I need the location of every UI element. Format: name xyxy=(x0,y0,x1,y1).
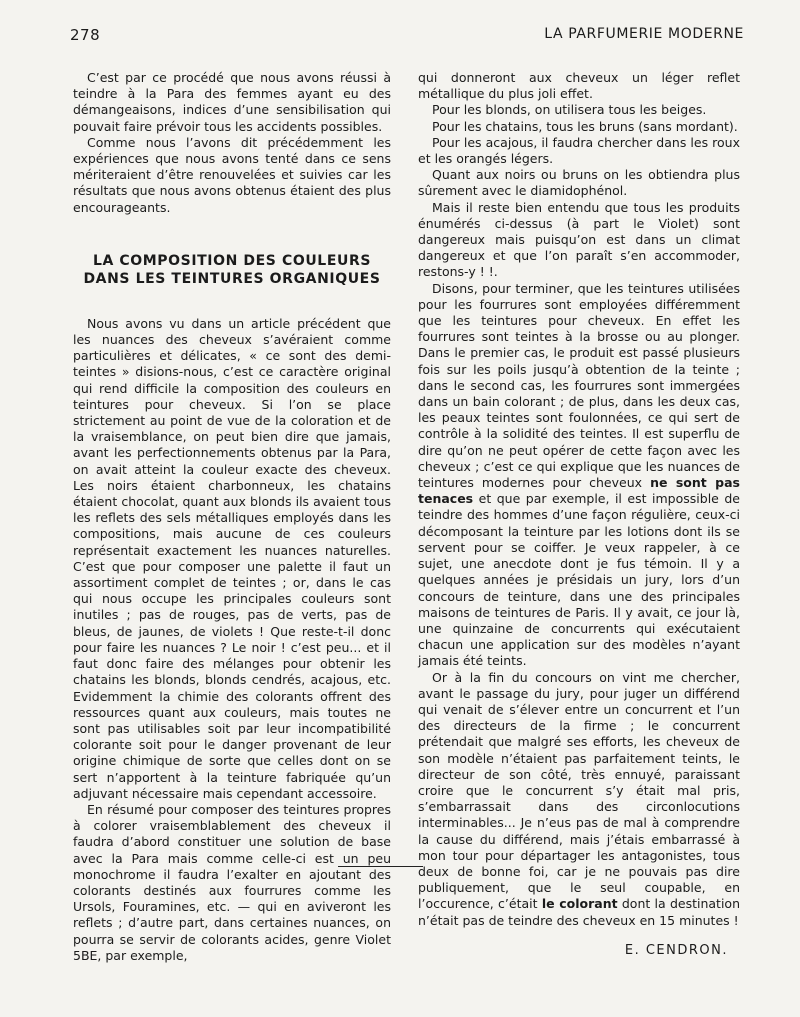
text-run: dont la destination n’était pas de teindre des cheveux en 15 minutes ! xyxy=(418,896,740,928)
page-header xyxy=(70,26,744,48)
paragraph: Mais il reste bien entendu que tous les produits énumérés ci-dessus (à part le Violet) sont dangereux mais puisqu’on est dans un climat dangereux et que l’on paraît s’en accommoder, restons-y ! !. xyxy=(418,199,740,280)
left-column xyxy=(73,70,391,964)
running-title: LA PARFUMERIE MODERNE xyxy=(544,26,744,42)
text-run: Disons, pour terminer, que les teintures utilisées pour les fourrures sont employées différemment que les teintures pour cheveux. En effet les fourrures sont teintes à la brosse ou au plonger. Dans le premier cas, le produit est passé plusieurs fois sur les poils jusqu’à obtention de la teinte ; dans le second cas, les fourrures sont immergées dans un bain colorant ; de plus, dans les deux cas, les peaux teintes sont foulonnées, ce qui sert de contrôle à la solidité des teintes. Il est superflu de dire qu’on ne peut opérer de cette façon avec les cheveux ; c’est ce qui explique que les nuances de teintures modernes pour cheveux xyxy=(418,280,740,491)
paragraph: qui donneront aux cheveux un léger reflet métallique du plus joli effet. xyxy=(418,70,740,102)
section-title-line: DANS LES TEINTURES ORGANIQUES xyxy=(83,270,381,287)
paragraph: Pour les acajous, il faudra chercher dans les roux et les orangés légers. xyxy=(418,134,740,167)
end-rule xyxy=(338,866,423,867)
section-title-line: LA COMPOSITION DES COULEURS xyxy=(92,252,372,269)
page-number: 278 xyxy=(70,26,101,44)
section-title xyxy=(73,252,391,288)
paragraph: Pour les blonds, on utilisera tous les beiges. xyxy=(432,102,707,118)
paragraph: C’est par ce procédé que nous avons réussi à teindre à la Para des femmes ayant eu des démangeaisons, indices d’une sensibilisation qui pouvait faire prévoir tous les accidents possibles. xyxy=(73,70,391,134)
paragraph xyxy=(418,281,740,670)
paragraph: En résumé pour composer des teintures propres à colorer vraisemblablement des cheveux il faudra d’abord constituer une solution de base avec la Para mais comme celle-ci est un peu monochrome il faudra l’exalter en ajoutant des colorants destinés aux fourrures comme les Ursols, Fouramines, etc. — qui en aviveront les reflets ; d’autre part, dans certaines nuances, on pourra se servir de colorants acides, genre Violet 5BE, par exemple, xyxy=(73,801,391,963)
text-run: et que par exemple, il est impossible de teindre des hommes d’une façon régulière, ceux-ci décomposant la teinture par les lotions dont ils se servent pour se coiffer. Je veux rappeler, à ce sujet, une anecdote dont je fus témoin. Il y a quelques années je présidais un jury, lors d’un concours de teinture, dans une des principales maisons de teintures de Paris. Il y avait, ce jour là, une quinzaine de concurrents qui exécutaient chacun une application sur des modèles n’ayant jamais été teints. xyxy=(418,491,740,669)
right-column xyxy=(418,70,740,959)
text-run: Or à la fin du concours on vint me chercher, avant le passage du jury, pour juger un différend qui venait de s’élever entre un concurrent et l’un des directeurs de la firme ; le concurrent prétendait que malgré ses efforts, les cheveux de son modèle n’étaient pas parfaitement teints, le directeur de son côté, très ennuyé, paraissant croire que le concurrent s’y était mal pris, s’embarrassait dans des circonlocutions interminables... Je n’eus pas de mal à comprendre la cause du différend, mais j’étais embarrassé à mon tour pour départager les antagonistes, tous deux de bonne foi, car je ne pouvais pas dire publiquement, que le seul coupable, en l’occurence, c’était xyxy=(418,669,740,912)
paragraph: Quant aux noirs ou bruns on les obtiendra plus sûrement avec le diamidophénol. xyxy=(418,167,740,199)
paragraph: Comme nous l’avons dit précédemment les expériences que nous avons tenté dans ce sens mériteraient d’être renouvelées et suivies car les résultats que nous avons obtenus étaient des plus encourageants. xyxy=(73,134,391,215)
paragraph xyxy=(418,670,740,929)
paragraph: Pour les chatains, tous les bruns (sans mordant). xyxy=(432,118,738,134)
author-signature: E. CENDRON. xyxy=(624,942,728,958)
paragraph: Nous avons vu dans un article précédent que les nuances des cheveux s’avéraient comme particulières et délicates, « ce sont des demi-teintes » disions-nous, c’est ce caractère original qui rend difficile la composition des couleurs en teintures pour cheveux. Si l’on se place strictement au point de vue de la coloration et de la vraisemblance, on peut bien dire que jamais, avant les perfectionnements obtenus par la Para, on avait atteint la couleur exacte des cheveux. Les noirs étaient charbonneux, les chatains étaient chocolat, quant aux blonds ils avaient tous les reflets des sels métalliques employés dans les compositions, mais aucune de ces couleurs représentait exactement les nuances naturelles. C’est que pour composer une palette il faut un assortiment complet de teintes ; or, dans le cas qui nous occupe les principales couleurs sont inutiles ; pas de rouges, pas de verts, pas de bleus, de jaunes, de violets ! Que reste-t-il donc pour faire les nuances ? Le noir ! c’est peu... et il faut donc faire des mélanges pour obtenir les chatains les blonds, blonds cendrés, acajous, etc. Evidemment la chimie des colorants offrent des ressources quant aux couleurs, mais toutes ne sont pas utilisables soit par leur incompatibilité colorante soit pour le danger provenant de leur origine chimique de sorte que celles dont on se sert n’apportent à la teinture fabriquée qu’un adjuvant nécessaire mais cependant accessoire. xyxy=(73,315,391,801)
emphasis: ne sont pas tenaces xyxy=(418,475,740,507)
emphasis: le colorant xyxy=(541,896,618,912)
